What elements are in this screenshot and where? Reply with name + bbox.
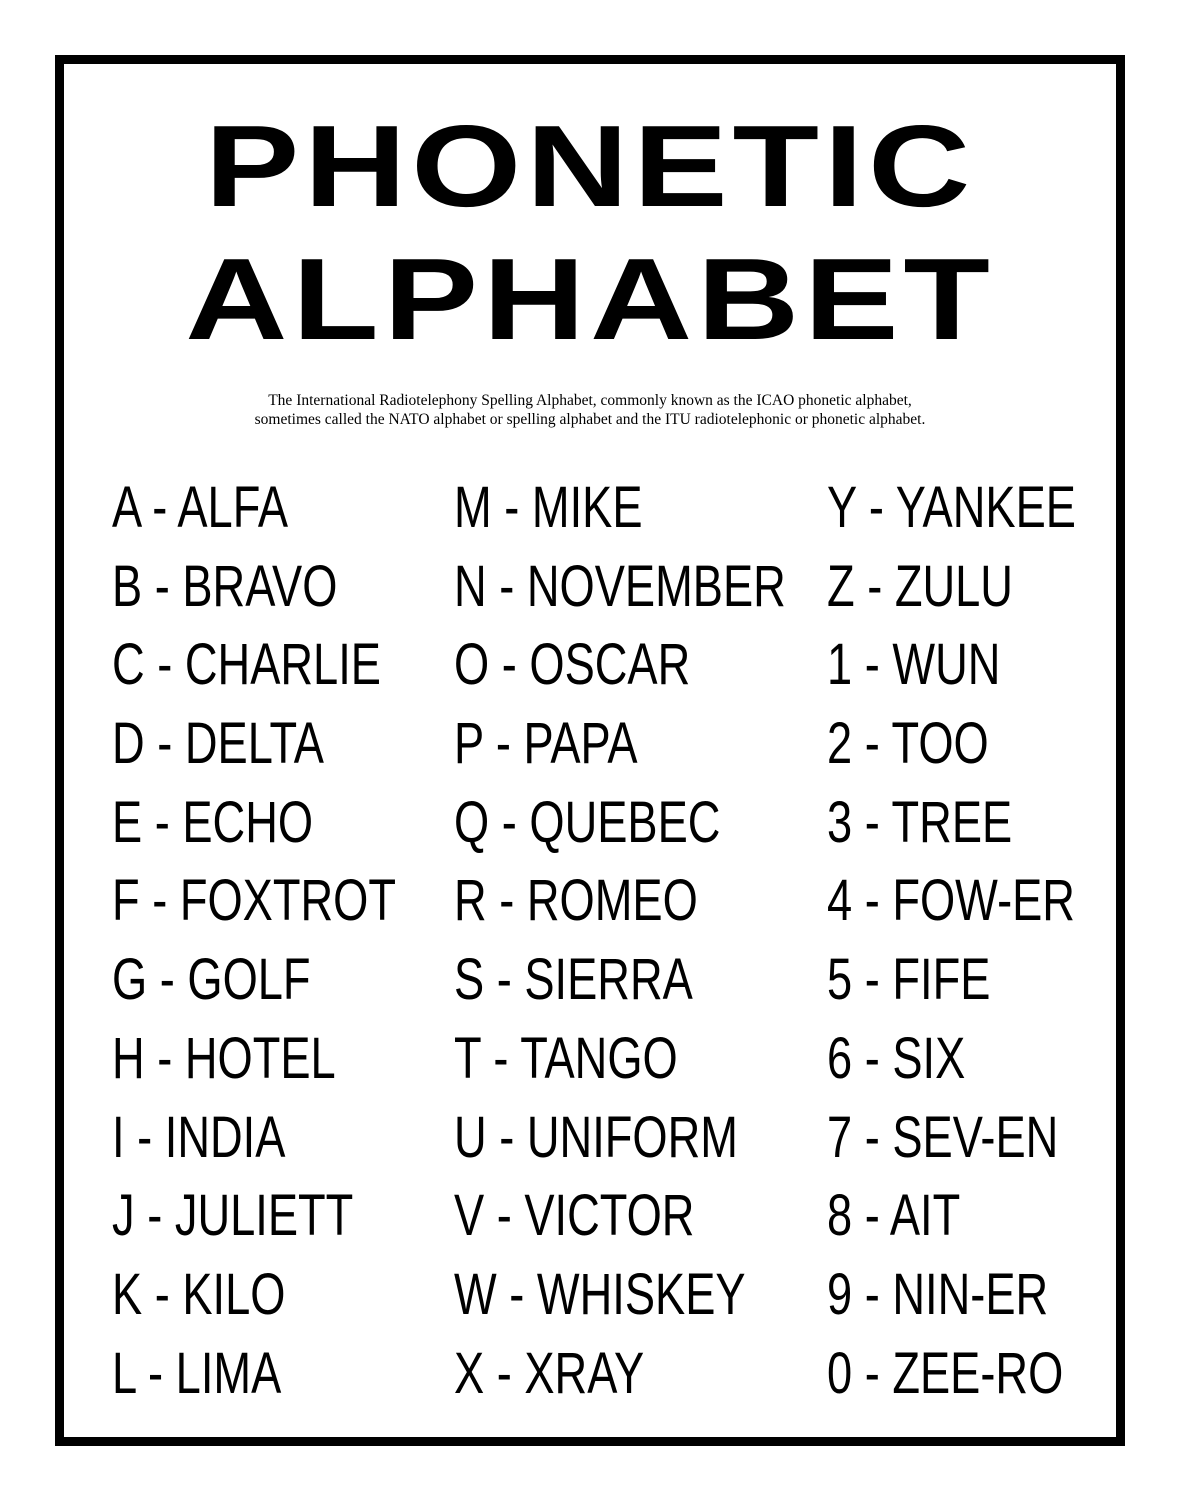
list-item: V - VICTOR <box>454 1183 695 1249</box>
list-item: 0 - ZEE-RO <box>827 1340 1064 1406</box>
list-item: Y - YANKEE <box>827 475 1076 540</box>
list-item: X - XRAY <box>454 1340 645 1406</box>
list-item: U - UNIFORM <box>454 1104 738 1170</box>
list-item: D - DELTA <box>112 711 324 777</box>
list-item: F - FOXTROT <box>112 868 396 934</box>
list-item: 4 - FOW-ER <box>827 868 1075 934</box>
list-item: R - ROMEO <box>454 868 698 934</box>
column-a-to-l <box>112 469 476 1413</box>
list-item: K - KILO <box>112 1261 286 1327</box>
list-item: W - WHISKEY <box>454 1261 746 1327</box>
list-item: 1 - WUN <box>827 632 1001 698</box>
list-item: J - JULIETT <box>112 1183 354 1249</box>
description-line-1: The International Radiotelephony Spelling Alphabet, commonly known as the ICAO phonetic alphabet, <box>268 392 912 409</box>
list-item: 2 - TOO <box>827 711 989 777</box>
column-y-to-zero <box>827 469 1146 1413</box>
list-item: 8 - AIT <box>827 1183 961 1249</box>
list-item: I - INDIA <box>112 1104 286 1170</box>
list-item: O - OSCAR <box>454 632 691 698</box>
list-item: N - NOVEMBER <box>454 553 786 619</box>
description-line-2: sometimes called the NATO alphabet or spelling alphabet and the ITU radiotelephonic or phonetic alphabet. <box>254 411 926 428</box>
list-item: 7 - SEV-EN <box>827 1104 1059 1170</box>
list-item: 3 - TREE <box>827 789 1013 855</box>
list-item: L - LIMA <box>112 1340 282 1406</box>
list-item: P - PAPA <box>454 711 638 777</box>
list-item: E - ECHO <box>112 789 314 855</box>
list-item: 9 - NIN-ER <box>827 1261 1049 1327</box>
list-item: G - GOLF <box>112 947 311 1013</box>
list-item: T - TANGO <box>454 1025 678 1091</box>
list-item: C - CHARLIE <box>112 632 381 698</box>
poster-frame <box>55 55 1125 1446</box>
description <box>64 391 1116 429</box>
column-m-to-x <box>454 469 879 1413</box>
list-item: Q - QUEBEC <box>454 789 721 855</box>
list-item: 6 - SIX <box>827 1025 966 1091</box>
list-item: 5 - FIFE <box>827 947 991 1013</box>
page-title-line-1: PHONETIC <box>204 101 976 231</box>
list-item: M - MIKE <box>454 475 643 540</box>
list-item: Z - ZULU <box>827 553 1013 619</box>
list-item: B - BRAVO <box>112 553 338 619</box>
page-title-line-2: ALPHABET <box>185 234 995 364</box>
list-item: A - ALFA <box>112 475 289 540</box>
list-item: H - HOTEL <box>112 1025 336 1091</box>
list-item: S - SIERRA <box>454 947 693 1013</box>
